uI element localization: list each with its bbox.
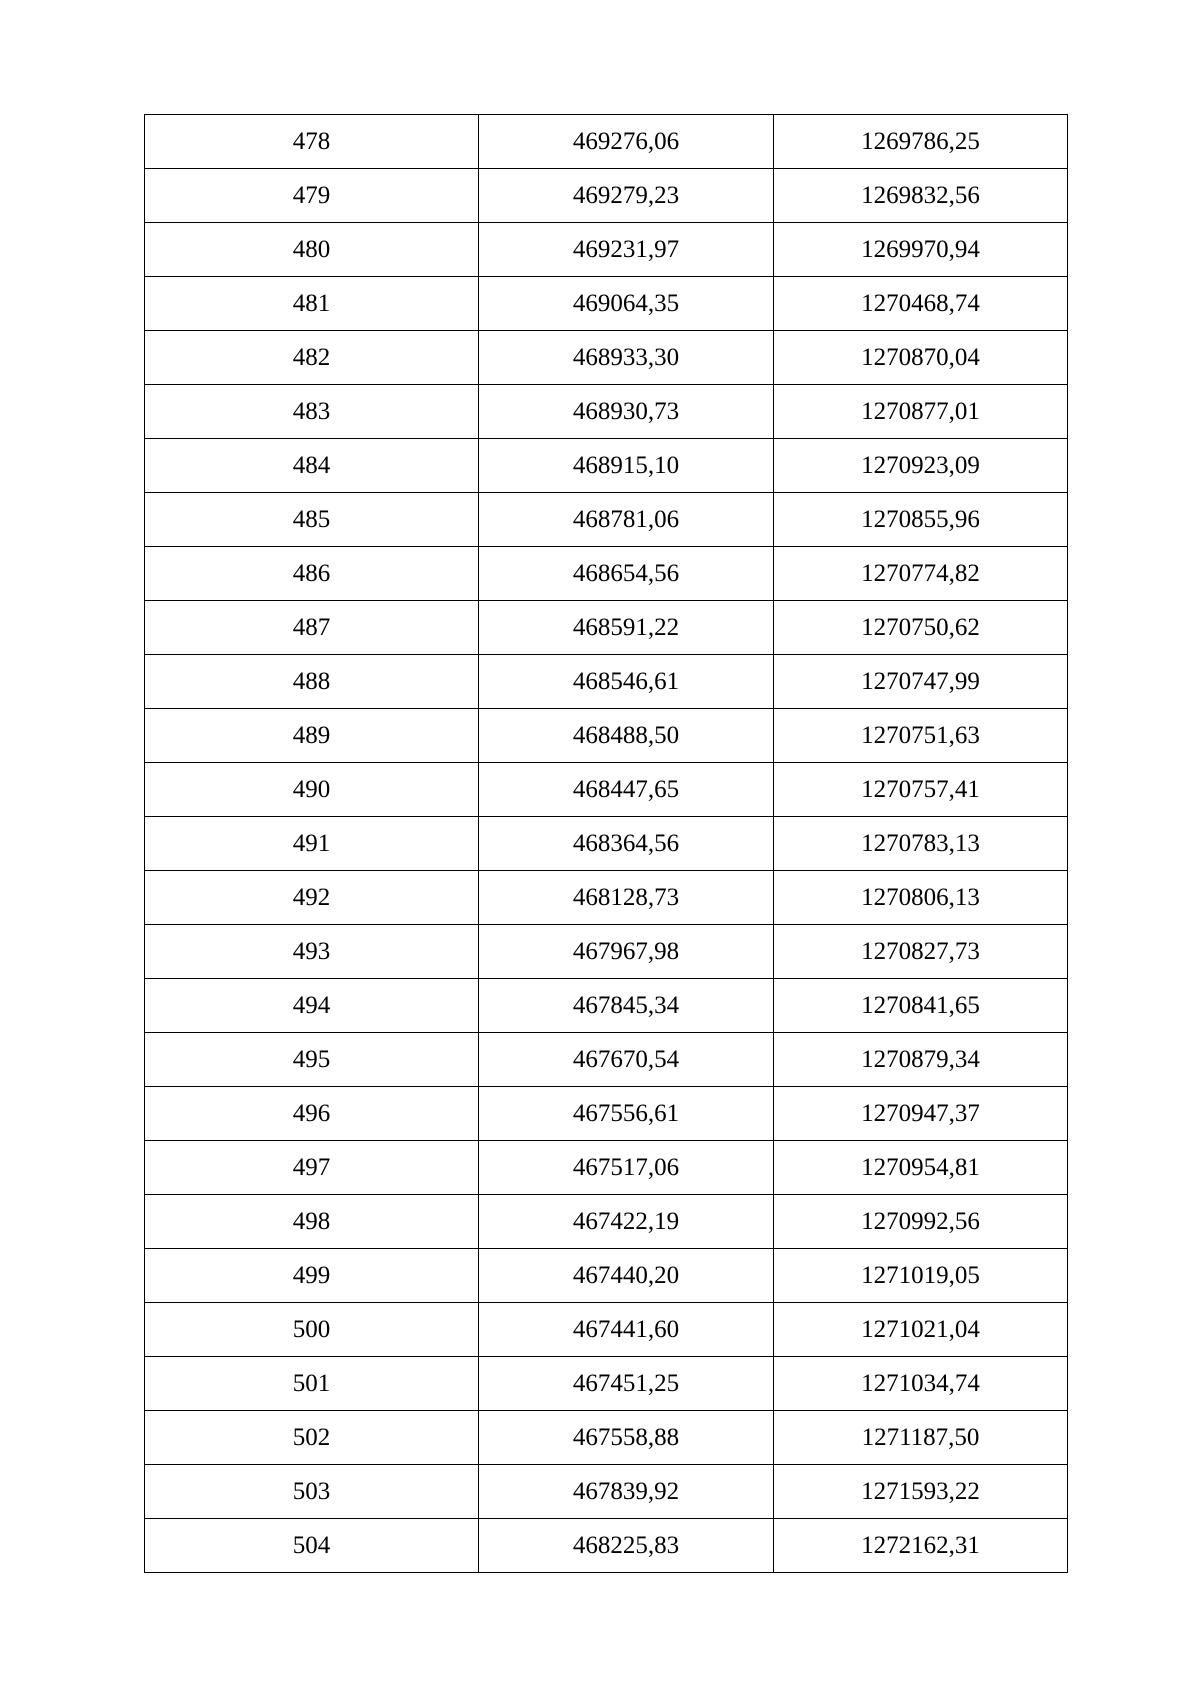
point-number-cell: 502	[145, 1411, 479, 1465]
x-coordinate-cell: 468933,30	[479, 331, 774, 385]
x-coordinate-cell: 467422,19	[479, 1195, 774, 1249]
table-row	[145, 979, 1068, 1033]
y-coordinate-cell: 1270751,63	[774, 709, 1068, 763]
table-row	[145, 1303, 1068, 1357]
point-number-cell: 500	[145, 1303, 479, 1357]
x-coordinate-cell: 468447,65	[479, 763, 774, 817]
table-row	[145, 1411, 1068, 1465]
x-coordinate-cell: 467558,88	[479, 1411, 774, 1465]
point-number-cell: 497	[145, 1141, 479, 1195]
point-number-cell: 489	[145, 709, 479, 763]
table-row	[145, 1195, 1068, 1249]
y-coordinate-cell: 1269832,56	[774, 169, 1068, 223]
point-number-cell: 504	[145, 1519, 479, 1573]
point-number-cell: 486	[145, 547, 479, 601]
point-number-cell: 479	[145, 169, 479, 223]
table-row	[145, 115, 1068, 169]
y-coordinate-cell: 1270747,99	[774, 655, 1068, 709]
y-coordinate-cell: 1270841,65	[774, 979, 1068, 1033]
x-coordinate-cell: 468915,10	[479, 439, 774, 493]
table-row	[145, 385, 1068, 439]
x-coordinate-cell: 468488,50	[479, 709, 774, 763]
x-coordinate-cell: 468654,56	[479, 547, 774, 601]
x-coordinate-cell: 467440,20	[479, 1249, 774, 1303]
y-coordinate-cell: 1271593,22	[774, 1465, 1068, 1519]
table-row	[145, 439, 1068, 493]
y-coordinate-cell: 1271187,50	[774, 1411, 1068, 1465]
point-number-cell: 496	[145, 1087, 479, 1141]
x-coordinate-cell: 468128,73	[479, 871, 774, 925]
y-coordinate-cell: 1270783,13	[774, 817, 1068, 871]
table-row	[145, 709, 1068, 763]
y-coordinate-cell: 1270806,13	[774, 871, 1068, 925]
table-row	[145, 925, 1068, 979]
point-number-cell: 487	[145, 601, 479, 655]
point-number-cell: 480	[145, 223, 479, 277]
point-number-cell: 501	[145, 1357, 479, 1411]
x-coordinate-cell: 467845,34	[479, 979, 774, 1033]
table-row	[145, 655, 1068, 709]
y-coordinate-cell: 1270992,56	[774, 1195, 1068, 1249]
coordinates-table	[144, 114, 1068, 1573]
table-row	[145, 1141, 1068, 1195]
y-coordinate-cell: 1270870,04	[774, 331, 1068, 385]
y-coordinate-cell: 1270879,34	[774, 1033, 1068, 1087]
x-coordinate-cell: 469231,97	[479, 223, 774, 277]
table-row	[145, 601, 1068, 655]
table-row	[145, 1087, 1068, 1141]
point-number-cell: 498	[145, 1195, 479, 1249]
y-coordinate-cell: 1269786,25	[774, 115, 1068, 169]
table-row	[145, 277, 1068, 331]
point-number-cell: 483	[145, 385, 479, 439]
coordinates-table-body	[145, 115, 1068, 1573]
table-row	[145, 871, 1068, 925]
y-coordinate-cell: 1271034,74	[774, 1357, 1068, 1411]
table-row	[145, 223, 1068, 277]
y-coordinate-cell: 1270750,62	[774, 601, 1068, 655]
x-coordinate-cell: 467556,61	[479, 1087, 774, 1141]
x-coordinate-cell: 468225,83	[479, 1519, 774, 1573]
x-coordinate-cell: 467517,06	[479, 1141, 774, 1195]
x-coordinate-cell: 469276,06	[479, 115, 774, 169]
point-number-cell: 488	[145, 655, 479, 709]
table-row	[145, 493, 1068, 547]
point-number-cell: 493	[145, 925, 479, 979]
point-number-cell: 481	[145, 277, 479, 331]
x-coordinate-cell: 468546,61	[479, 655, 774, 709]
x-coordinate-cell: 467839,92	[479, 1465, 774, 1519]
table-row	[145, 763, 1068, 817]
x-coordinate-cell: 469064,35	[479, 277, 774, 331]
y-coordinate-cell: 1270947,37	[774, 1087, 1068, 1141]
x-coordinate-cell: 468930,73	[479, 385, 774, 439]
x-coordinate-cell: 467967,98	[479, 925, 774, 979]
y-coordinate-cell: 1270774,82	[774, 547, 1068, 601]
table-row	[145, 331, 1068, 385]
x-coordinate-cell: 469279,23	[479, 169, 774, 223]
point-number-cell: 484	[145, 439, 479, 493]
y-coordinate-cell: 1270757,41	[774, 763, 1068, 817]
table-row	[145, 169, 1068, 223]
x-coordinate-cell: 467451,25	[479, 1357, 774, 1411]
table-row	[145, 817, 1068, 871]
table-row	[145, 1465, 1068, 1519]
x-coordinate-cell: 468364,56	[479, 817, 774, 871]
x-coordinate-cell: 467441,60	[479, 1303, 774, 1357]
point-number-cell: 491	[145, 817, 479, 871]
x-coordinate-cell: 467670,54	[479, 1033, 774, 1087]
y-coordinate-cell: 1270468,74	[774, 277, 1068, 331]
point-number-cell: 478	[145, 115, 479, 169]
point-number-cell: 503	[145, 1465, 479, 1519]
point-number-cell: 494	[145, 979, 479, 1033]
y-coordinate-cell: 1270855,96	[774, 493, 1068, 547]
y-coordinate-cell: 1271019,05	[774, 1249, 1068, 1303]
point-number-cell: 492	[145, 871, 479, 925]
x-coordinate-cell: 468591,22	[479, 601, 774, 655]
table-row	[145, 547, 1068, 601]
point-number-cell: 482	[145, 331, 479, 385]
y-coordinate-cell: 1270954,81	[774, 1141, 1068, 1195]
point-number-cell: 495	[145, 1033, 479, 1087]
table-row	[145, 1249, 1068, 1303]
y-coordinate-cell: 1270877,01	[774, 385, 1068, 439]
table-row	[145, 1033, 1068, 1087]
y-coordinate-cell: 1271021,04	[774, 1303, 1068, 1357]
point-number-cell: 499	[145, 1249, 479, 1303]
point-number-cell: 490	[145, 763, 479, 817]
y-coordinate-cell: 1270827,73	[774, 925, 1068, 979]
table-row	[145, 1519, 1068, 1573]
y-coordinate-cell: 1272162,31	[774, 1519, 1068, 1573]
x-coordinate-cell: 468781,06	[479, 493, 774, 547]
table-row	[145, 1357, 1068, 1411]
y-coordinate-cell: 1269970,94	[774, 223, 1068, 277]
y-coordinate-cell: 1270923,09	[774, 439, 1068, 493]
point-number-cell: 485	[145, 493, 479, 547]
